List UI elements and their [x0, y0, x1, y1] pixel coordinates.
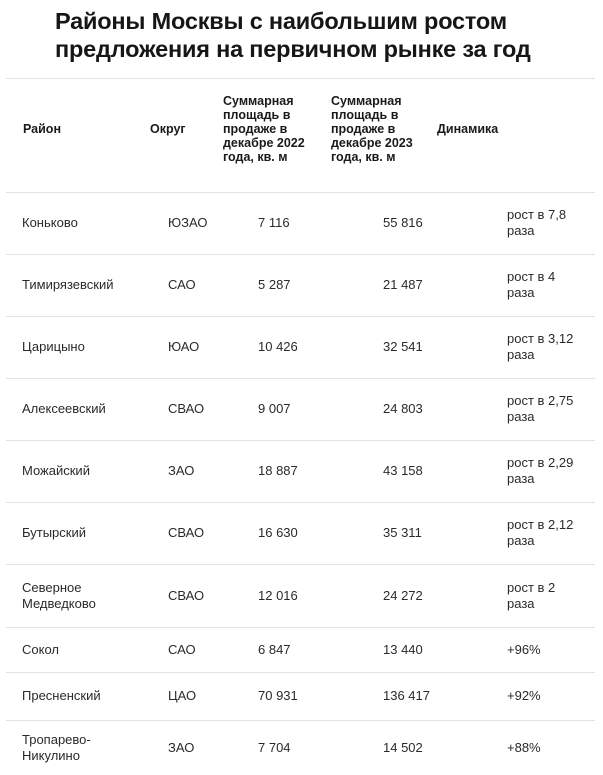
table-row [0, 672, 603, 720]
cell-area-2022: 16 630 [258, 525, 298, 540]
cell-district: Сокол [22, 641, 59, 657]
cell-area-2022: 10 426 [258, 339, 298, 354]
cell-okrug: ЦАО [168, 688, 197, 703]
cell-dynamics: рост в 4 раза [507, 269, 556, 300]
table-row [0, 564, 603, 627]
table-row [0, 254, 603, 316]
cell-district: Тропарево-Никулино [22, 731, 91, 763]
cell-area-2022: 5 287 [258, 277, 291, 292]
cell-area-2023: 24 803 [383, 401, 423, 416]
cell-dynamics: +96% [507, 641, 541, 657]
cell-dynamics: рост в 2,75 раза [507, 393, 574, 424]
cell-dynamics: рост в 7,8 раза [507, 207, 567, 238]
cell-district: Тимирязевский [22, 277, 114, 292]
cell-okrug: САО [168, 277, 196, 292]
cell-okrug: ЮЗАО [168, 215, 208, 230]
cell-area-2023: 32 541 [383, 339, 423, 354]
cell-district: Северное Медведково [22, 579, 96, 611]
page-title: Районы Москвы с наибольшим ростом предложения на первичном рынке за год [55, 8, 531, 62]
cell-area-2022: 7 704 [258, 739, 291, 755]
cell-dynamics: рост в 2 раза [507, 579, 556, 611]
cell-area-2023: 13 440 [383, 641, 423, 657]
header-okrug: Округ [150, 122, 186, 136]
cell-dynamics: +88% [507, 739, 541, 755]
divider [6, 78, 595, 79]
cell-okrug: ЗАО [168, 463, 195, 478]
cell-area-2023: 21 487 [383, 277, 423, 292]
cell-area-2022: 6 847 [258, 641, 291, 657]
header-district: Район [23, 122, 61, 136]
cell-okrug: СВАО [168, 587, 205, 603]
table-row [0, 627, 603, 672]
cell-district: Коньково [22, 215, 78, 230]
cell-okrug: САО [168, 641, 196, 657]
table-row [0, 316, 603, 378]
cell-district: Алексеевский [22, 401, 106, 416]
cell-okrug: СВАО [168, 525, 205, 540]
cell-area-2023: 43 158 [383, 463, 423, 478]
cell-okrug: ЮАО [168, 339, 200, 354]
cell-area-2022: 9 007 [258, 401, 291, 416]
cell-area-2022: 7 116 [258, 215, 290, 230]
cell-dynamics: рост в 2,12 раза [507, 517, 574, 548]
table-row [0, 378, 603, 440]
cell-area-2023: 136 417 [383, 688, 430, 703]
cell-district: Пресненский [22, 688, 101, 703]
header-dynamics: Динамика [437, 122, 499, 136]
cell-area-2022: 70 931 [258, 688, 298, 703]
table-row [0, 192, 603, 254]
table-row [0, 720, 603, 775]
header-area-2023: Суммарная площадь в продаже в декабре 2023 года, кв. м [331, 94, 413, 164]
cell-district: Можайский [22, 463, 90, 478]
cell-area-2023: 55 816 [383, 215, 423, 230]
cell-dynamics: рост в 3,12 раза [507, 331, 574, 362]
cell-district: Царицыно [22, 339, 85, 354]
cell-dynamics: +92% [507, 688, 541, 703]
cell-area-2023: 35 311 [383, 525, 422, 540]
cell-area-2022: 12 016 [258, 587, 298, 603]
table-row [0, 440, 603, 502]
cell-dynamics: рост в 2,29 раза [507, 455, 574, 486]
cell-area-2023: 14 502 [383, 739, 423, 755]
cell-district: Бутырский [22, 525, 86, 540]
cell-area-2023: 24 272 [383, 587, 423, 603]
cell-okrug: ЗАО [168, 739, 195, 755]
cell-okrug: СВАО [168, 401, 205, 416]
header-area-2022: Суммарная площадь в продаже в декабре 2022 года, кв. м [223, 94, 305, 164]
cell-area-2022: 18 887 [258, 463, 298, 478]
table-row [0, 502, 603, 564]
